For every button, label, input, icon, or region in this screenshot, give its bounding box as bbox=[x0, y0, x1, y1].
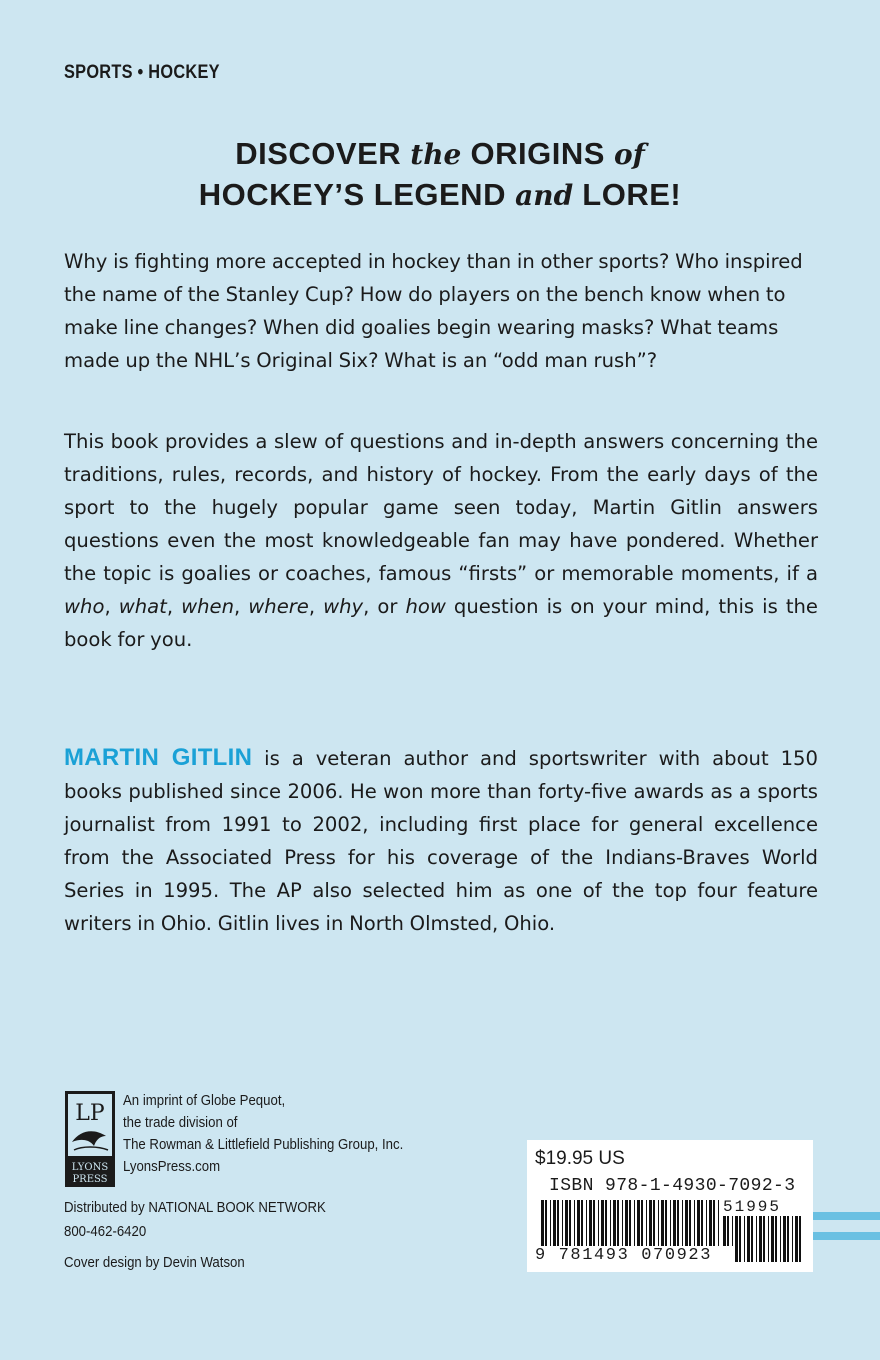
logo-word-press: PRESS bbox=[72, 1174, 108, 1185]
headline-word: LORE! bbox=[582, 177, 682, 212]
headline-line-2 bbox=[0, 175, 880, 216]
distributor-phone: 800-462-6420 bbox=[64, 1223, 147, 1240]
barcode-bar bbox=[751, 1216, 753, 1262]
headline-italic-word: the bbox=[410, 138, 462, 171]
barcode-bar bbox=[795, 1216, 798, 1262]
separator: , bbox=[166, 595, 182, 618]
barcode-bar bbox=[756, 1216, 757, 1262]
publisher-website: LyonsPress.com bbox=[123, 1158, 221, 1175]
question-word: how bbox=[405, 595, 446, 618]
question-word: why bbox=[323, 595, 364, 618]
price: $19.95 US bbox=[535, 1148, 625, 1169]
barcode-bar bbox=[780, 1216, 781, 1262]
separator: , bbox=[104, 595, 119, 618]
logo-initials: LP bbox=[75, 1101, 105, 1126]
headline-line-1 bbox=[0, 134, 880, 175]
headline-word: ORIGINS bbox=[470, 136, 605, 171]
barcode-panel bbox=[527, 1140, 813, 1272]
author-name: MARTIN GITLIN bbox=[64, 744, 253, 771]
barcode-bar bbox=[759, 1216, 762, 1262]
imprint-info bbox=[123, 1090, 422, 1178]
author-bio bbox=[64, 741, 818, 940]
barcode-bar bbox=[771, 1216, 774, 1262]
ean-digits: 9 781493 070923 bbox=[533, 1246, 735, 1265]
barcode-bar bbox=[799, 1216, 801, 1262]
description-text: question is on your mind, this is the book for you. bbox=[64, 595, 818, 651]
author-bio-text: is a veteran author and sportswriter with about 150 books published since 2006. He won more than forty-five awards as a sports journalist from 1991 to 2002, including first place for general excellence from the Associated Press for his coverage of the Indians-Braves World Series in 1995. The AP also selected him as one of the top four feature writers in Ohio. Gitlin lives in North Olmsted, Ohio. bbox=[64, 747, 818, 935]
barcode-bar bbox=[768, 1216, 769, 1262]
addon-barcode bbox=[723, 1216, 803, 1262]
headline-italic-word: and bbox=[515, 179, 574, 212]
barcode-bar bbox=[747, 1216, 750, 1262]
separator: , bbox=[308, 595, 324, 618]
distributor: Distributed by NATIONAL BOOK NETWORK bbox=[64, 1199, 326, 1216]
barcode-bar bbox=[744, 1216, 745, 1262]
cover-design-credit: Cover design by Devin Watson bbox=[64, 1254, 245, 1271]
barcode-bar bbox=[763, 1216, 765, 1262]
barcode-bar bbox=[775, 1216, 777, 1262]
lyons-press-logo bbox=[64, 1090, 116, 1188]
headline-word: HOCKEY’S LEGEND bbox=[198, 177, 506, 212]
intro-paragraph: Why is fighting more accepted in hockey than in other sports? Who inspired the name of the Stanley Cup? How do players on the bench know when to make line changes? When did goalies begin wearing masks? What teams made up the NHL’s Original Six? What is an “odd man rush”? bbox=[64, 250, 803, 372]
separator: , or bbox=[363, 595, 406, 618]
headline bbox=[0, 134, 880, 216]
barcode-bar bbox=[792, 1216, 793, 1262]
question-word: when bbox=[181, 595, 234, 618]
description-paragraph bbox=[64, 425, 818, 656]
question-word: where bbox=[248, 595, 309, 618]
question-word: who bbox=[64, 595, 105, 618]
category-label: SPORTS • HOCKEY bbox=[64, 62, 220, 83]
question-word: what bbox=[118, 595, 167, 618]
barcode-bar bbox=[783, 1216, 786, 1262]
addon-digits: 51995 bbox=[723, 1198, 782, 1216]
imprint-line: The Rowman & Littlefield Publishing Group, Inc. bbox=[123, 1136, 404, 1153]
barcode-bar bbox=[739, 1216, 741, 1262]
headline-italic-word: of bbox=[614, 138, 645, 171]
description-text: This book provides a slew of questions and in-depth answers concerning the traditions, rules, records, and history of hockey. From the early days of the sport to the hugely popular game seen today, Martin Gitlin answers questions even the most knowledgeable fan may have pondered. Whether the topic is goalies or coaches, famous “firsts” or memorable moments, if a bbox=[64, 430, 818, 585]
barcode-bar bbox=[787, 1216, 789, 1262]
headline-word: DISCOVER bbox=[235, 136, 402, 171]
barcode-bar bbox=[735, 1216, 738, 1262]
distribution-info bbox=[64, 1196, 381, 1244]
isbn: ISBN 978-1-4930-7092-3 bbox=[549, 1176, 796, 1196]
separator: , bbox=[234, 595, 249, 618]
imprint-line: the trade division of bbox=[123, 1114, 238, 1131]
decorative-stripes bbox=[810, 1208, 880, 1248]
logo-word-lyons: LYONS bbox=[71, 1162, 109, 1173]
imprint-line: An imprint of Globe Pequot, bbox=[123, 1092, 286, 1109]
